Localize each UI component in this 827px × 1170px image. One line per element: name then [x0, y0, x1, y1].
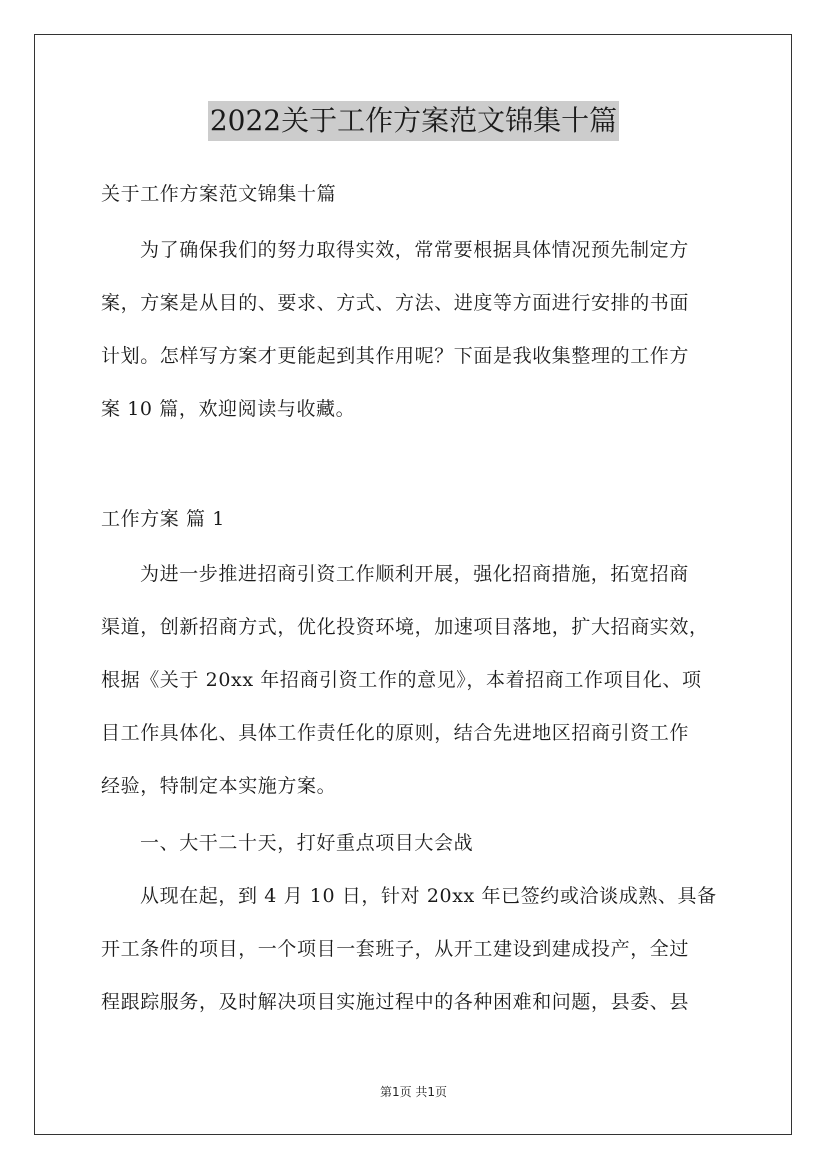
paragraph-line: 经验，特制定本实施方案。 — [101, 775, 337, 797]
paragraph-line: 从现在起，到 4 月 10 日，针对 20xx 年已签约或洽谈成熟、具备 — [140, 885, 717, 907]
section-heading: 工作方案 篇 1 — [101, 508, 225, 530]
intro-line: 计划。怎样写方案才更能起到其作用呢？下面是我收集整理的工作方 — [101, 345, 690, 367]
paragraph-line: 渠道，创新招商方式，优化投资环境，加速项目落地，扩大招商实效， — [101, 616, 709, 638]
paragraph-line: 开工条件的项目，一个项目一套班子，从开工建设到建成投产，全过 — [101, 938, 690, 960]
paragraph-line: 程跟踪服务，及时解决项目实施过程中的各种困难和问题，县委、县 — [101, 991, 690, 1013]
page-footer: 第1页 共1页 — [379, 1085, 448, 1099]
document-subtitle: 关于工作方案范文锦集十篇 — [101, 183, 337, 205]
intro-line: 案 10 篇，欢迎阅读与收藏。 — [101, 398, 356, 420]
paragraph-line: 为进一步推进招商引资工作顺利开展，强化招商措施，拓宽招商 — [140, 563, 689, 585]
subheading: 一、大干二十天，打好重点项目大会战 — [140, 832, 474, 854]
document-title: 2022关于工作方案范文锦集十篇 — [208, 101, 619, 141]
paragraph-line: 根据《关于 20xx 年招商引资工作的意见》，本着招商工作项目化、项 — [101, 669, 702, 691]
intro-line: 案，方案是从目的、要求、方式、方法、进度等方面进行安排的书面 — [101, 292, 690, 314]
paragraph-line: 目工作具体化、具体工作责任化的原则，结合先进地区招商引资工作 — [101, 722, 690, 744]
title-container — [0, 101, 827, 141]
intro-line: 为了确保我们的努力取得实效，常常要根据具体情况预先制定方 — [140, 239, 689, 261]
